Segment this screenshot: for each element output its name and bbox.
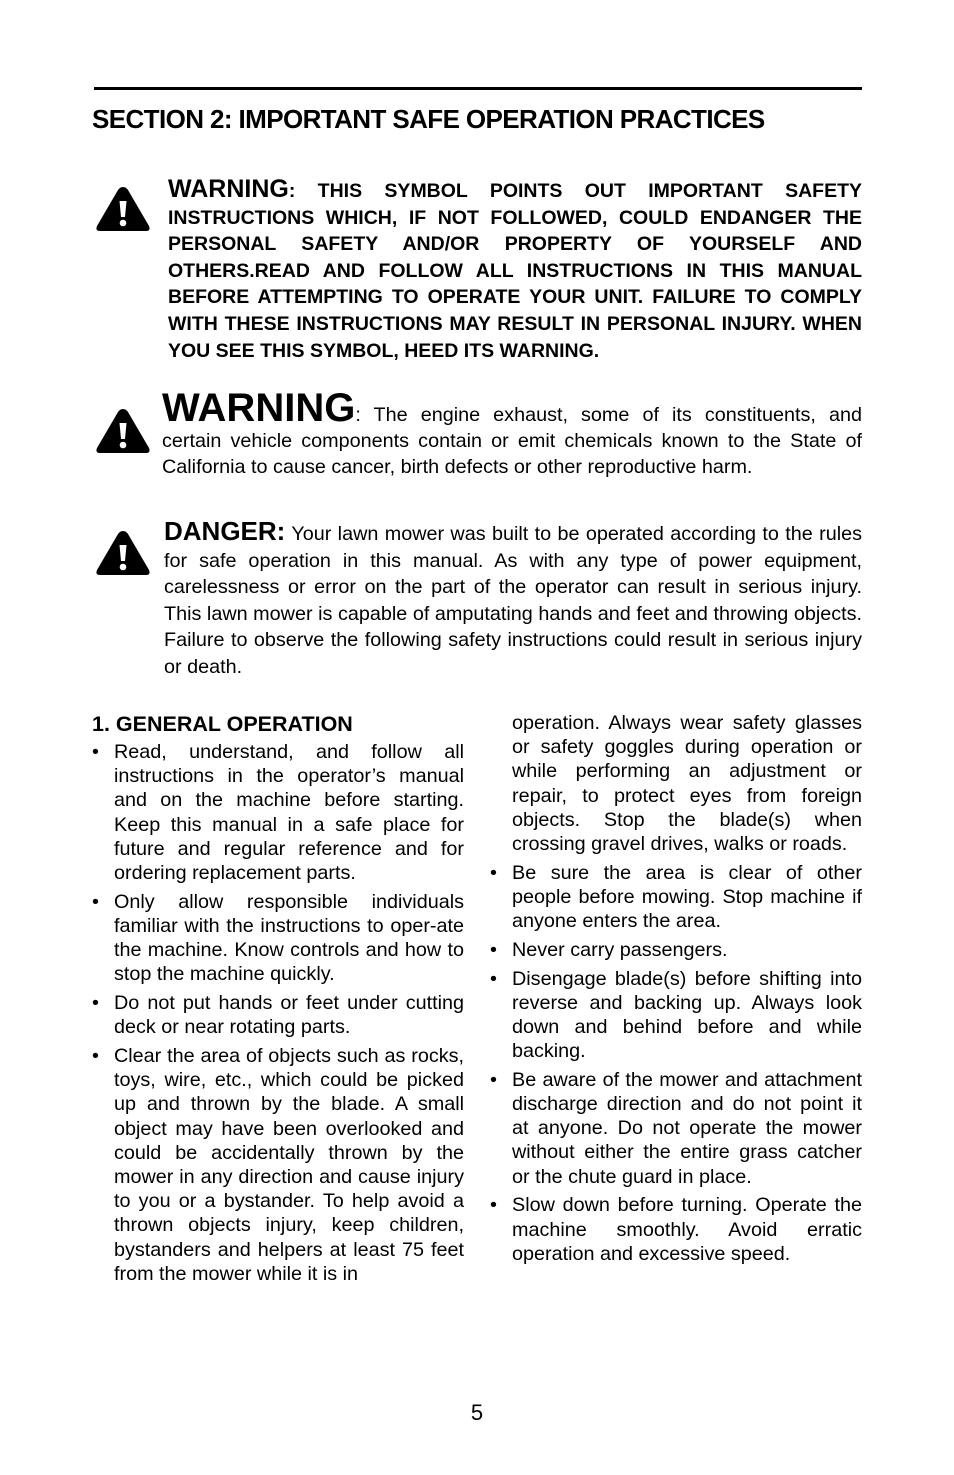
warning-triangle-icon (94, 406, 152, 456)
page-number: 5 (470, 1400, 484, 1425)
notice-label: WARNING (168, 175, 289, 203)
list-item: • Disengage blade(s) before shifting into reverse and backing up. Always look down and behind before and while backing. (490, 967, 862, 1063)
notice-text: WARNING: The engine exhaust, some of its constituents, and certain vehicle components contain or emit chemicals known to the State of California to cause cancer, birth defects or other reproductive harm. (162, 386, 863, 478)
notice-body: THIS SYMBOL POINTS OUT IMPORTANT SAFETY INSTRUCTIONS WHICH, IF NOT FOLLOWED, COULD ENDANGER THE PERSONAL SAFETY AND/OR PROPERTY OF YOURSELF AND OTHERS.READ AND FOLLOW ALL INSTRUCTIONS IN THIS MANUAL BEFORE ATTEMPTING TO OPERATE YOUR UNIT. FAILURE TO COMPLY WITH THESE INSTRUCTIONS MAY RESULT IN PERSONAL INJURY. WHEN YOU SEE THIS SYMBOL, HEED ITS WARNING. (168, 180, 862, 362)
list-item: • Be sure the area is clear of other people before mowing. Stop machine if anyone enters the area. (490, 861, 862, 933)
warning-triangle-icon (94, 528, 152, 578)
list-item: • Never carry passengers. (490, 938, 728, 961)
notice-label: WARNING (162, 386, 356, 430)
warning-triangle-icon (94, 184, 152, 234)
notice-text: WARNING: THIS SYMBOL POINTS OUT IMPORTANT SAFETY INSTRUCTIONS WHICH, IF NOT FOLLOWED, COULD ENDANGER THE PERSONAL SAFETY AND/OR PROPERTY OF YOURSELF AND OTHERS.READ AND FOLLOW ALL INSTRUCTIONS IN THIS MANUAL BEFORE ATTEMPTING TO OPERATE YOUR UNIT. FAILURE TO COMPLY WITH THESE INSTRUCTIONS MAY RESULT IN PERSONAL INJURY. WHEN YOU SEE THIS SYMBOL, HEED ITS WARNING. (168, 175, 862, 362)
left-column (92, 711, 464, 1290)
bullet-list (92, 740, 464, 1286)
list-item: • Read, understand, and follow all instructions in the operator’s manual and on the machine before starting. Keep this manual in a safe place for future and regular reference and for ordering replacement parts. (92, 741, 464, 885)
notice-label: DANGER: (164, 516, 286, 546)
right-column (490, 711, 862, 1270)
top-rule (94, 87, 862, 90)
list-item-continued: operation. Always wear safety glasses or safety goggles during operation or while performing an adjustment or repair, to protect eyes from foreign objects. Stop the blade(s) when crossing gravel drives, walks or roads. (512, 712, 862, 856)
subsection-title: 1. GENERAL OPERATION (92, 712, 353, 736)
list-item: • Do not put hands or feet under cutting deck or near rotating parts. (92, 992, 464, 1039)
list-item: • Be aware of the mower and attachment discharge direction and do not point it at anyone. Do not operate the mower without either the entire grass catcher or the chute guard in place. (490, 1068, 862, 1188)
notice-body: The engine exhaust, some of its constituents, and certain vehicle components contain or emit chemicals known to the State of California to cause cancer, birth defects or other reproductive harm. (162, 404, 863, 478)
list-item: • Clear the area of objects such as rocks, toys, wire, etc., which could be picked up and thrown by the blade. A small object may have been overlooked and could be accidentally thrown by the mower in any direction and cause injury to you or a bystander. To help avoid a thrown objects injury, keep children, bystanders and helpers at least 75 feet from the mower while it is in (92, 1044, 464, 1285)
bullet-list (490, 861, 862, 1266)
section-title: SECTION 2: IMPORTANT SAFE OPERATION PRACTICES (92, 104, 765, 134)
list-item: • Only allow responsible individuals familiar with the instructions to oper-ate the machine. Know controls and how to stop the machine quickly. (92, 890, 464, 986)
notice-text (164, 518, 862, 681)
notice-body: Your lawn mower was built to be operated according to the rules for safe operation in this manual. As with any type of power equipment, carelessness or error on the part of the operator can result in serious injury. This lawn mower is capable of amputating hands and feet and throwing objects. Failure to observe the following safety instructions could result in serious injury or death. (164, 523, 862, 678)
list-item: • Slow down before turning. Operate the machine smoothly. Avoid erratic operation and excessive speed. (490, 1194, 862, 1265)
